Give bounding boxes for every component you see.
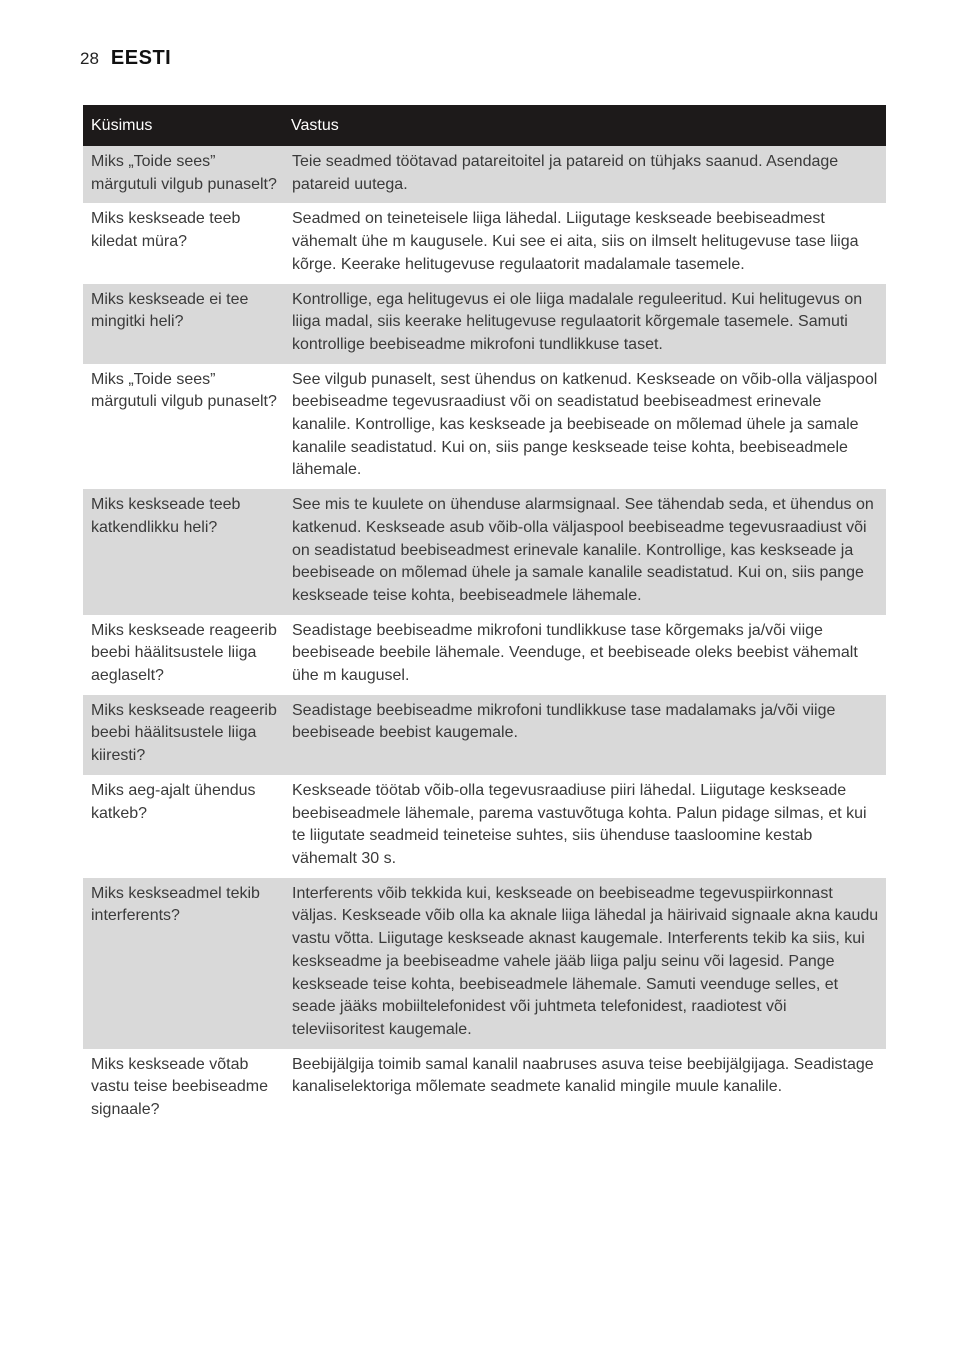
table-row: [83, 695, 886, 775]
answer-cell: Kontrollige, ega helitugevus ei ole liiga madalale reguleeritud. Kui helitugevus on liiga madal, siis keerake helitugevuse regulaatorit kõrgemale tasemele. Samuti kontrollige beebiseadme mikrofoni tundlikkuse taset.: [283, 284, 886, 364]
table-row: [83, 489, 886, 615]
question-cell: Miks keskseade reageerib beebi häälitsustele liiga aeglaselt?: [83, 615, 283, 695]
table-row: [83, 284, 886, 364]
answer-cell: Seadmed on teineteisele liiga lähedal. Liigutage keskseade beebiseadmest vähemalt ühe m kaugusele. Kui see ei aita, siis on ilmselt helitugevuse tase liiga kõrge. Keerake helitugevuse regulaatorit madalamale tasemele.: [283, 203, 886, 283]
question-cell: Miks aeg-ajalt ühendus katkeb?: [83, 775, 283, 878]
question-cell: Miks keskseade teeb katkendlikku heli?: [83, 489, 283, 615]
page-number: 28: [80, 49, 99, 68]
table-row: [83, 203, 886, 283]
question-cell: Miks keskseade teeb kiledat müra?: [83, 203, 283, 283]
column-header-answer: Vastus: [283, 105, 886, 146]
table-row: [83, 364, 886, 490]
answer-cell: Interferents võib tekkida kui, keskseade on beebiseadme tegevuspiirkonnast väljas. Keskseade võib olla ka aknale liiga lähedal ja häirivaid signaale akna kaudu vastu võtta. Liigutage keskseade aknast kaugemale. Interferents tekib ka siis, kui keskseadme ja beebiseadme vahele jääb liiga palju seinu või lagesid. Pange keskseade teise kohta, beebiseadmele lähemale. Samuti veenduge selles, et seade jääks mobiiltelefonidest või juhtmeta telefonidest, raadiotest või televiisoritest kaugemale.: [283, 878, 886, 1049]
question-cell: Miks keskseade võtab vastu teise beebiseadme signaale?: [83, 1049, 283, 1129]
table-row: [83, 878, 886, 1049]
answer-cell: Teie seadmed töötavad patareitoitel ja patareid on tühjaks saanud. Asendage patareid uutega.: [283, 146, 886, 203]
answer-cell: See vilgub punaselt, sest ühendus on katkenud. Keskseade on võib-olla väljaspool beebiseadme tegevusraadiust või on seadistatud beebiseadmest erinevale kanalile. Kontrollige, kas keskseade ja beebiseade on mõlemad ühele ja samale kanalile seadistatud. Kui on, siis pange keskseade teise kohta, beebiseadmele lähemale.: [283, 364, 886, 490]
question-cell: Miks keskseadmel tekib interferents?: [83, 878, 283, 1049]
page-header: [80, 47, 171, 70]
troubleshooting-table: [83, 105, 886, 1129]
table-row: [83, 615, 886, 695]
answer-cell: Beebijälgija toimib samal kanalil naabruses asuva teise beebijälgijaga. Seadistage kanaliselektoriga mõlemate seadmete kanalid mingile muule kanalile.: [283, 1049, 886, 1129]
table-row: [83, 146, 886, 203]
table-row: [83, 775, 886, 878]
question-cell: Miks „Toide sees” märgutuli vilgub punaselt?: [83, 364, 283, 490]
question-cell: Miks keskseade reageerib beebi häälitsustele liiga kiiresti?: [83, 695, 283, 775]
section-title: EESTI: [110, 47, 172, 69]
question-cell: Miks „Toide sees” märgutuli vilgub punaselt?: [83, 146, 283, 203]
answer-cell: Seadistage beebiseadme mikrofoni tundlikkuse tase madalamaks ja/või viige beebiseade beebist kaugemale.: [283, 695, 886, 775]
answer-cell: See mis te kuulete on ühenduse alarmsignaal. See tähendab seda, et ühendus on katkenud. Keskseade asub võib-olla väljaspool beebiseadme tegevusraadiust või on seadistatud beebiseadmest erinevale kanalile. Kontrollige, kas keskseade ja beebiseade on mõlemad ühele ja samale kanalile seadistatud. Kui on, siis pange keskseade teise kohta, beebiseadmele lähemale.: [283, 489, 886, 615]
question-cell: Miks keskseade ei tee mingitki heli?: [83, 284, 283, 364]
answer-cell: Keskseade töötab võib-olla tegevusraadiuse piiri lähedal. Liigutage keskseade beebiseadmele lähemale, parema vastuvõtuga kohta. Palun pidage silmas, et kui te liigutate seadmeid teineteise suhtes, siis ühenduse taasloomine kestab vähemalt 30 s.: [283, 775, 886, 878]
table-row: [83, 1049, 886, 1129]
column-header-question: Küsimus: [83, 105, 283, 146]
table-header-row: [83, 105, 886, 146]
answer-cell: Seadistage beebiseadme mikrofoni tundlikkuse tase kõrgemaks ja/või viige beebiseade beebile lähemale. Veenduge, et beebiseade oleks beebist vähemalt ühe m kaugusel.: [283, 615, 886, 695]
